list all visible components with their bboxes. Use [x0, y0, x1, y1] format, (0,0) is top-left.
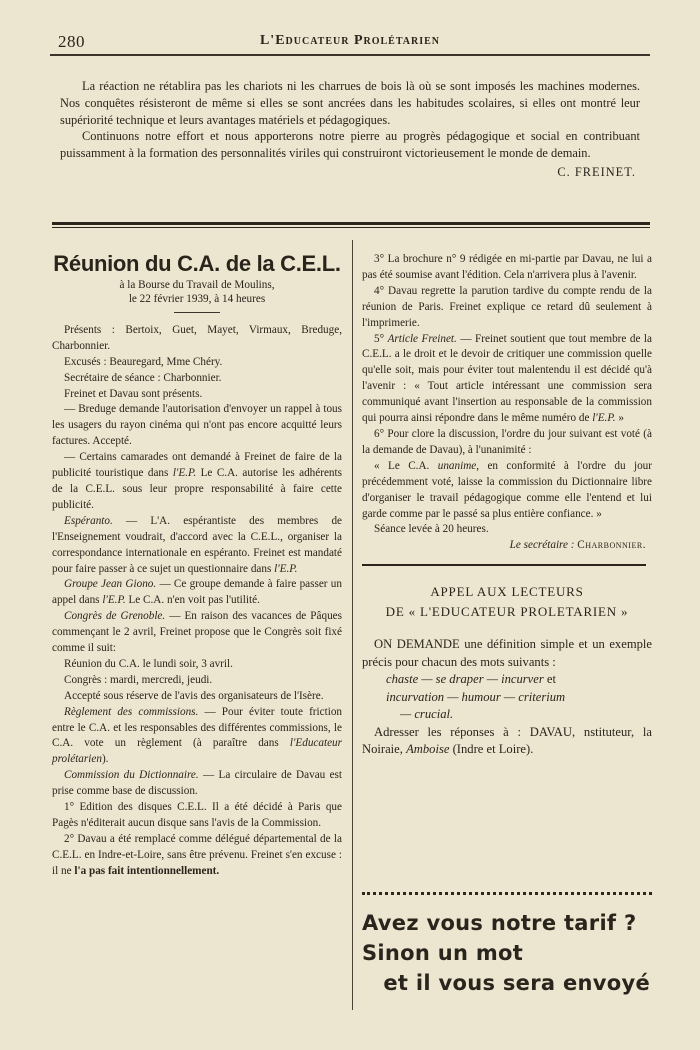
text-run: et [543, 672, 556, 687]
signature-name: Charbonnier. [577, 539, 646, 552]
text-run: l'E.P. [102, 594, 126, 607]
article-subtitle-1: à la Bourse du Travail de Moulins, [119, 278, 275, 291]
text-run: Le C.A. n'en voit pas l'utilité. [125, 594, 260, 607]
text-run: l'a pas fait intentionnellement. [74, 864, 220, 877]
section-divider [52, 222, 650, 228]
page-header [50, 30, 650, 56]
paragraph: 6° Pour clore la discussion, l'ordre du jour suivant est voté (à la demande de Davau), à l'unanimité : [362, 427, 652, 456]
article-title: Réunion du C.A. de la C.E.L. [53, 251, 341, 276]
page-number: 280 [58, 32, 85, 51]
right-column [362, 252, 652, 759]
section-heading: Congrès de Grenoble. [64, 610, 166, 623]
section-heading: Groupe Jean Giono. [64, 578, 157, 591]
text-run: l'E.P. [592, 412, 616, 425]
paragraph: Secrétaire de séance : Charbonnier. [64, 371, 222, 384]
text-run: (Indre et Loire). [449, 742, 534, 757]
text-run: ). [101, 753, 109, 766]
left-column [52, 252, 342, 880]
text-run: unanime [437, 459, 477, 472]
title-rule [174, 312, 220, 313]
paragraph: 3° La brochure n° 9 rédigée en mi-partie par Davau, ne lui a pas été soumise avant l'édition. Cela n'arrivera plus à l'avenir. [362, 253, 652, 281]
appel-body [362, 636, 652, 759]
paragraph: Réunion du C.A. le lundi soir, 3 avril. [64, 657, 233, 670]
text-run: Amboise [406, 742, 450, 757]
paragraph: 1° Edition des disques C.E.L. Il a été décidé à Paris que Pagès n'éditerait aucun disque sans l'avis de la Commission. [52, 801, 342, 829]
text-run: 2° Davau a été remplacé comme délégué départemental de la C.E.L. en Indre-et-Loire, sans être prévenu. Freinet s'en excuse : il ne [52, 832, 342, 877]
column-divider [352, 240, 353, 1010]
secretary-signature [362, 538, 646, 554]
paragraph: Séance levée à 20 heures. [374, 523, 489, 536]
text-run: chaste — se draper — incurver [386, 672, 544, 687]
text-run: l'E.P. [274, 562, 298, 575]
paragraph [52, 450, 342, 514]
paragraph: Freinet et Davau sont présents. [64, 387, 203, 400]
text-run: 5° [374, 332, 388, 345]
text-run: — Ce groupe demande à faire passer un appel dans [52, 578, 342, 607]
word-line: — crucial. [400, 707, 454, 722]
text-run: — En raison des vacances de Pâques commençant le 2 avril, Freinet propose que le Congrès soit fixé comme il suit: [52, 610, 342, 655]
paragraph: ON DEMANDE une définition simple et un exemple précis pour chacun des mots suivants : [362, 637, 652, 669]
paragraph [362, 724, 652, 759]
tariff-advert [362, 908, 654, 998]
text-run: l'E.P. [172, 467, 197, 480]
advert-line-3: et il vous sera envoyé [383, 971, 650, 995]
paragraph [52, 705, 342, 769]
section-heading: Règlement des commissions. [64, 705, 199, 718]
text-run: — La circulaire de Davau est prise comme base de discussion. [52, 769, 342, 798]
paragraph [52, 514, 342, 578]
signature-label: Le secrétaire : [509, 539, 575, 552]
paragraph [52, 609, 342, 657]
paragraph: Présents : Bertoix, Guet, Mayet, Virmaux, Breduge, Charbonnier. [52, 323, 342, 352]
section-heading: Article Freinet. [387, 332, 457, 345]
text-run: « Le C.A. [374, 459, 438, 472]
running-title: L'Educateur Prolétarien [259, 33, 441, 48]
paragraph: Excusés : Beauregard, Mme Chéry. [64, 355, 223, 368]
intro-text [60, 78, 640, 181]
paragraph: — Breduge demande l'autorisation d'envoyer un rappel à tous les usagers du rayon cinéma qui n'ont pas encore acquitté leurs factures. Accepté. [52, 403, 342, 448]
dotted-divider [362, 892, 652, 895]
appel-heading-line-1: APPEL AUX LECTEURS [430, 584, 584, 600]
word-line: incurvation — humour — criterium [386, 689, 566, 704]
paragraph [52, 832, 342, 880]
text-run: , en conformité à l'ordre du jour précédemment voté, laisse la commission du Dictionnaire libre d'organiser le travail pédagogique comme elle l'entend et lui garde comme par le passé sa plus entière confiance. » [362, 459, 653, 520]
text-run: — L'A. espérantiste des membres de l'Enseignement voudrait, d'accord avec la C.E.L., organiser la correspondance internationale en espéranto. Freinet est mandaté pour faire passer à ce sujet un questionnaire dans [52, 514, 342, 575]
intro-paragraph-1: La réaction ne rétablira pas les chariots ni les charrues de bois là où se sont imposés les machines modernes. Nos conquêtes résisteront de même si elles se sont ancrées dans les habitudes scolaires, si elles ont montré leur supériorité technique et leurs avantages matériels et pédagogiques. [60, 79, 640, 127]
advert-line-2: Sinon un mot [362, 941, 524, 965]
paragraph [52, 577, 342, 609]
appel-heading-line-2: DE « L'EDUCATEUR PROLETARIEN » [385, 604, 629, 620]
text-run: Le C.A. autorise les adhérents de la C.E.L. sous leur propre responsabilité à faire cette publicité. [52, 467, 342, 511]
article-subtitle-2: le 22 février 1939, à 14 heures [128, 292, 266, 305]
paragraph: Congrès : mardi, mercredi, jeudi. [64, 673, 213, 686]
advert-line-1: Avez vous notre tarif ? [362, 911, 637, 935]
text-run: — Certains camarades ont demandé à Freinet de faire de la publicité touristique dans [52, 451, 342, 480]
paragraph [52, 768, 342, 800]
text-run: » [615, 412, 624, 425]
text-run: — Freinet soutient que tout membre de la C.E.L. a le droit et le devoir de critiquer une commission quelle qu'elle soit, mais pour éviter tout malentendu il est décidé qu'à l'avenir : « Tout article intéressant une commission sera communiqué avant l'insertion au responsable de la commission qui pourra ainsi répondre dans le même numéro de [362, 332, 652, 425]
text-run: Adresser les réponses à : DAVAU, nstituteur, la Noiraie, [362, 724, 652, 757]
section-heading: Commission du Dictionnaire. [64, 769, 199, 782]
text-run: — Pour éviter toute friction entre le C.A. et les responsables des différentes commissions, le C.A. vote un règlement (à paraître dans [52, 705, 343, 750]
appel-heading [362, 582, 652, 622]
paragraph: 4° Davau regrette la parution tardive du compte rendu de la réunion de Paris. Freinet explique ce retard dû seulement à l'imprimerie. [362, 284, 652, 329]
intro-signature: C. FREINET. [557, 164, 636, 179]
section-divider [362, 564, 646, 566]
text-run: l'Educateur prolétarien [52, 737, 342, 766]
word-list [362, 671, 652, 724]
paragraph [362, 332, 652, 427]
paragraph: Accepté sous réserve de l'avis des organisateurs de l'Isère. [64, 689, 324, 702]
word-line [386, 671, 652, 689]
paragraph [362, 459, 652, 523]
section-heading: Espéranto. [64, 514, 113, 527]
intro-paragraph-2: Continuons notre effort et nous apporterons notre pierre au progrès pédagogique et social en contribuant puissamment à la formation des personnalités viriles qui construiront victorieusement le monde de demain. [60, 129, 640, 161]
